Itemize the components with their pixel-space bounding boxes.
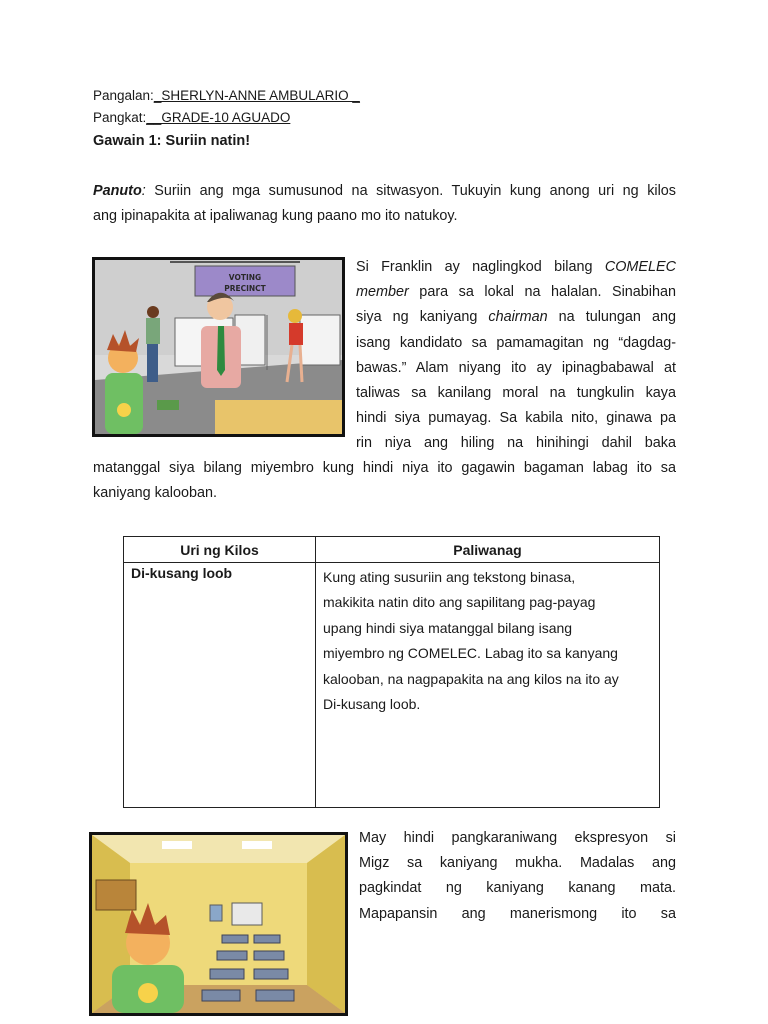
scenario1-line-3: siya ng kaniyang chairman na tulungan ang [356, 309, 676, 326]
scenario2-line-3: pagkindat ng kaniyang kanang mata. [359, 880, 676, 897]
section-line [93, 110, 290, 126]
name-label: Pangalan: [93, 88, 154, 103]
instructions [93, 179, 676, 229]
scenario1-line-2: member para sa lokal na halalan. Sinabihan [356, 284, 676, 301]
voting-precinct-illustration [92, 257, 345, 437]
scenario1-line-4: isang kandidato sa pamamagitan ng “dagdag- [356, 334, 676, 351]
explanation-line: miyembro ng COMELEC. Labag ito sa kanyang [323, 645, 618, 662]
name-value: _SHERLYN-ANNE AMBULARIO _ [153, 88, 360, 103]
table-header-row [124, 537, 660, 563]
kilos-table [123, 536, 660, 808]
cell-paliwanag [316, 563, 660, 808]
scenario1-fullwidth [93, 456, 676, 506]
scenario1-line-1: Si Franklin ay naglingkod bilang COMELEC [356, 259, 676, 275]
scenario1-line-7: hindi siya pumayag. Sa kabila nito, ginawa pa [356, 410, 676, 427]
cell-kilos: Di-kusang loob [124, 563, 316, 808]
sign-line-1: VOTING [228, 273, 262, 282]
instructions-line-1: Panuto: Suriin ang mga sumusunod na sitwasyon. Tukuyin kung anong uri ng kilos [93, 183, 676, 199]
scenario1-paragraph-wrap [356, 255, 676, 457]
scenario1-line-10: kaniyang kalooban. [93, 485, 218, 502]
scenario1-line-5: bawas.” Alam niyang ito ay ipinagbabawal at [356, 359, 676, 376]
scenario1-line-6: taliwas sa kanilang moral na tungkulin kaya [356, 384, 676, 401]
voting-precinct-drawing [95, 260, 342, 434]
sign-line-2: PRECINCT [224, 284, 266, 293]
col-header-uri: Uri ng Kilos [124, 537, 316, 563]
explanation-line: upang hindi siya matanggal bilang isang [323, 619, 573, 636]
section-label: Pangkat: [93, 110, 147, 125]
activity-title: Gawain 1: Suriin natin! [93, 133, 251, 149]
explanation-line: kalooban, na nagpapakita na ang kilos na ito ay [323, 670, 619, 687]
scenario2-line-4: Mapapansin ang manerismong ito sa [359, 905, 676, 922]
section-value: __GRADE-10 AGUADO [146, 110, 291, 125]
explanation-line: Di-kusang loob. [323, 696, 421, 713]
scenario2-paragraph [359, 826, 676, 927]
explanation-line: Kung ating susuriin ang tekstong binasa, [323, 569, 576, 585]
scenario2-line-2: Migz sa kaniyang mukha. Madalas ang [359, 855, 676, 872]
table-row [124, 563, 660, 808]
instructions-label: Panuto [93, 183, 142, 199]
name-line [93, 88, 360, 104]
instructions-line-2: ang ipinapakita at ipaliwanag kung paano mo ito natukoy. [93, 208, 458, 225]
scenario2-line-1: May hindi pangkaraniwang ekspresyon si [359, 830, 676, 846]
classroom-drawing [92, 835, 345, 1013]
explanation-line: makikita natin dito ang sapilitang pag-payag [323, 594, 596, 611]
col-header-paliwanag: Paliwanag [316, 537, 660, 563]
scenario1-line-9: matanggal siya bilang miyembro kung hindi niya ito gagawin bagaman labag ito sa [93, 460, 676, 476]
scenario1-line-8: rin niya ang hiling na hinihingi dahil baka [356, 435, 676, 452]
classroom-illustration [89, 832, 348, 1016]
